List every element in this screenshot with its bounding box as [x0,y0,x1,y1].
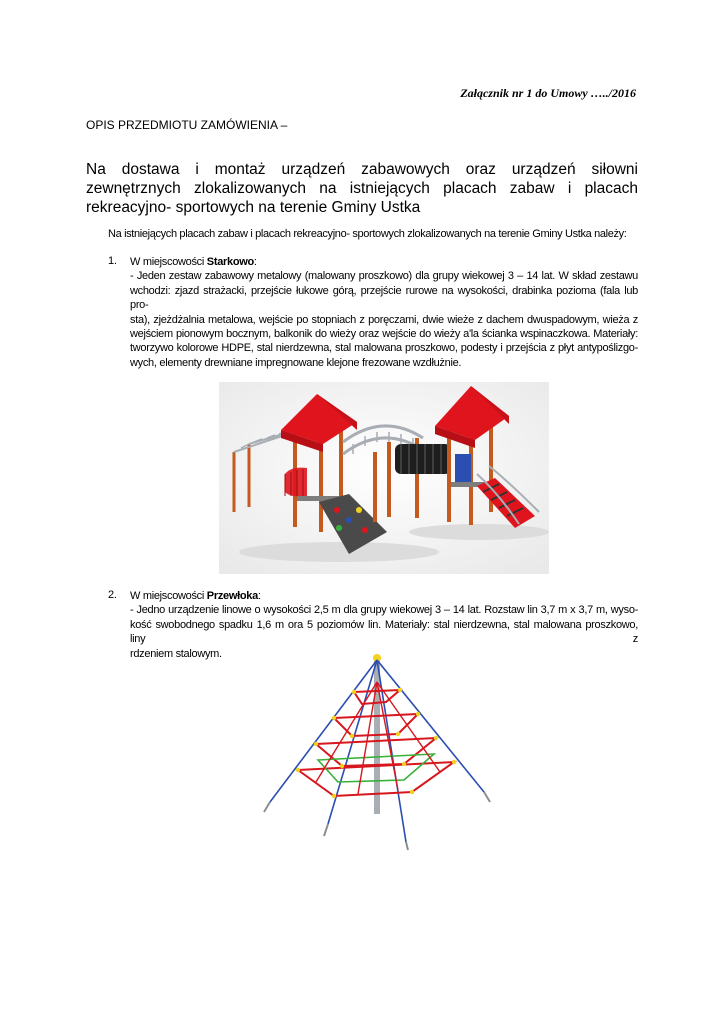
attachment-label: Załącznik nr 1 do Umowy …../2016 [460,86,636,100]
rope-pyramid-image [258,652,498,852]
description-line: wchodzi: zjazd strażacki, przejście łukowe górą, przejście rurowe na wysokości, drabinka pozioma (fala lub pro- [130,284,638,312]
description-line: - Jedno urządzenie linowe o wysokości 2,5 m dla grupy wiekowej 3 – 14 lat. Rozstaw lin 3,7 m x 3,7 m, wyso- [130,604,638,617]
description-line: - Jeden zestaw zabawowy metalowy (malowany proszkowo) dla grupy wiekowej 3 – 14 lat. W skład zestawu [130,270,638,283]
description-line: rdzeniem stalowym. [130,647,222,660]
place-name: Starkowo [206,256,254,268]
description-line: sta), zjeżdżalnia metalowa, wejście po stopniach z poręczami, dwie wieże z dachem dwuspadowym, wieża z [130,313,638,326]
item-heading: W miejscowości Przewłoka: [130,590,261,602]
intro-paragraph: Na istniejących placach zabaw i placach rekreacyjno- sportowych zlokalizowanych na terenie Gminy Ustka należy: [108,228,627,240]
item-heading: W miejscowości Starkowo: [130,256,257,268]
list-number: 1. [108,255,117,267]
place-name: Przewłoka [206,590,258,602]
section-heading: OPIS PRZEDMIOTU ZAMÓWIENIA – [86,118,288,132]
description-line: kość swobodnego spadku 1,6 m ora 5 poziomów lin. Materiały: stal nierdzewna, stal malowana proszkowo, liny z [130,618,638,646]
item-description [130,269,638,370]
description-line: wych, elementy drewniane impregnowane klejone frezowane wzdłużnie. [130,356,462,369]
list-number: 2. [108,589,117,601]
playground-set-image [219,382,549,574]
list-item-przewloka [108,589,638,661]
document-title: Na dostawa i montaż urządzeń zabawowych oraz urządzeń siłowni zewnętrznych zlokalizowanych na istniejących placach zabaw i placach rekreacyjno- sportowych na terenie Gminy Ustka [86,161,638,216]
description-line: wejściem pionowym bocznym, balkonik do wieży oraz wejście do wieży a'la ścianka wspinaczkowa. Materiały: [130,328,638,341]
list-item-starkowo [108,255,638,370]
description-line: tworzywo kolorowe HDPE, stal nierdzewna, stal malowana proszkowo, podesty i przejścia z płyt antypoślizgo- [130,342,638,355]
